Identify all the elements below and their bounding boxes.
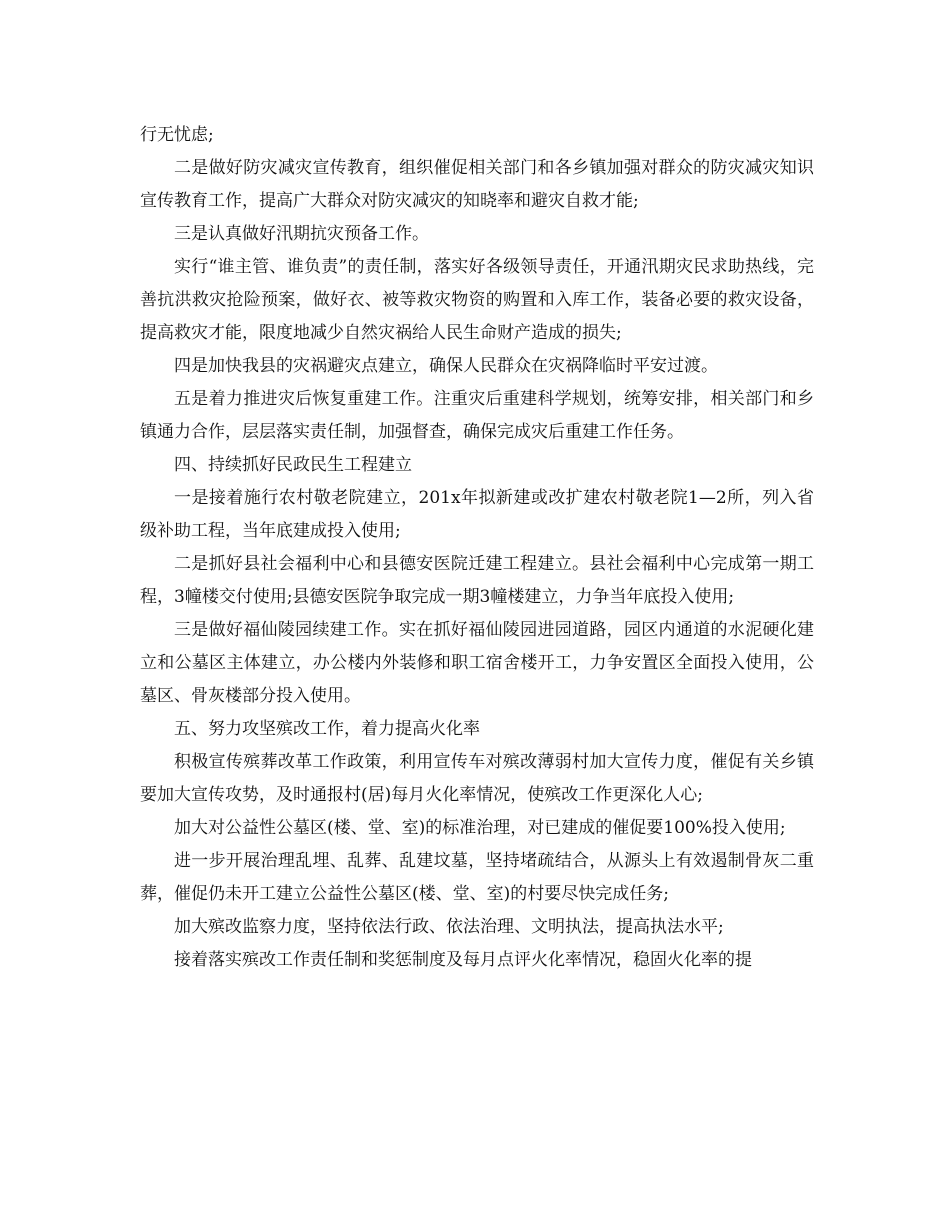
paragraph-reconstruction: 五是着力推进灾后恢复重建工作。注重灾后重建科学规划，统筹安排，相关部门和乡镇通力合作，层层落实责任制，加强督查，确保完成灾后重建工作任务。 <box>140 389 814 442</box>
section-heading-4: 四、持续抓好民政民生工程建立 <box>174 455 412 475</box>
paragraph-funeral-reform-publicity: 积极宣传殡葬改革工作政策，利用宣传车对殡改薄弱村加大宣传力度，催促有关乡镇要加大宣传攻势，及时通报村(居)每月火化率情况，使殡改工作更深化人心; <box>140 752 814 805</box>
paragraph-cemetery: 三是做好福仙陵园续建工作。实在抓好福仙陵园进园道路，园区内通道的水泥硬化建立和公墓区主体建立，办公楼内外装修和职工宿舍楼开工，力争安置区全面投入使用，公墓区、骨灰楼部分投入使用。 <box>140 620 814 706</box>
paragraph-flood-preparation: 三是认真做好汛期抗灾预备工作。 <box>174 224 429 244</box>
paragraph-disaster-education: 二是做好防灾减灾宣传教育，组织催促相关部门和各乡镇加强对群众的防灾减灾知识宣传教育工作，提高广大群众对防灾减灾的知晓率和避灾自救才能; <box>140 158 814 211</box>
paragraph-nursing-homes: 一是接着施行农村敬老院建立，201x年拟新建或改扩建农村敬老院1—2所，列入省级补助工程，当年底建成投入使用; <box>140 488 814 541</box>
section-heading-5: 五、努力攻坚殡改工作，着力提高火化率 <box>174 719 480 739</box>
paragraph-welfare-center: 二是抓好县社会福利中心和县德安医院迁建工程建立。县社会福利中心完成第一期工程，3幢楼交付使用;县德安医院争取完成一期3幢楼建立，力争当年底投入使用; <box>140 554 814 607</box>
paragraph-public-cemetery-management: 加大对公益性公墓区(楼、堂、室)的标准治理，对已建成的催促要100%投入使用; <box>174 818 786 838</box>
paragraph-burial-governance: 进一步开展治理乱埋、乱葬、乱建坟墓，坚持堵疏结合，从源头上有效遏制骨灰二重葬，催促仍未开工建立公益性公墓区(楼、堂、室)的村要尽快完成任务; <box>140 851 814 904</box>
document-body <box>140 119 814 977</box>
paragraph-accountability: 接着落实殡改工作责任制和奖惩制度及每月点评火化率情况，稳固火化率的提 <box>174 950 752 970</box>
paragraph-responsibility-system: 实行“谁主管、谁负责”的责任制，落实好各级领导责任，开通汛期灾民求助热线，完善抗洪救灾抢险预案，做好衣、被等救灾物资的购置和入库工作，装备必要的救灾设备，提高救灾才能，限度地减少自然灾祸给人民生命财产造成的损失; <box>140 257 814 343</box>
paragraph-supervision: 加大殡改监察力度，坚持依法行政、依法治理、文明执法，提高执法水平; <box>174 917 724 937</box>
paragraph-shelter-points: 四是加快我县的灾祸避灾点建立，确保人民群众在灾祸降临时平安过渡。 <box>174 356 718 376</box>
paragraph-continuation: 行无忧虑; <box>140 125 214 145</box>
